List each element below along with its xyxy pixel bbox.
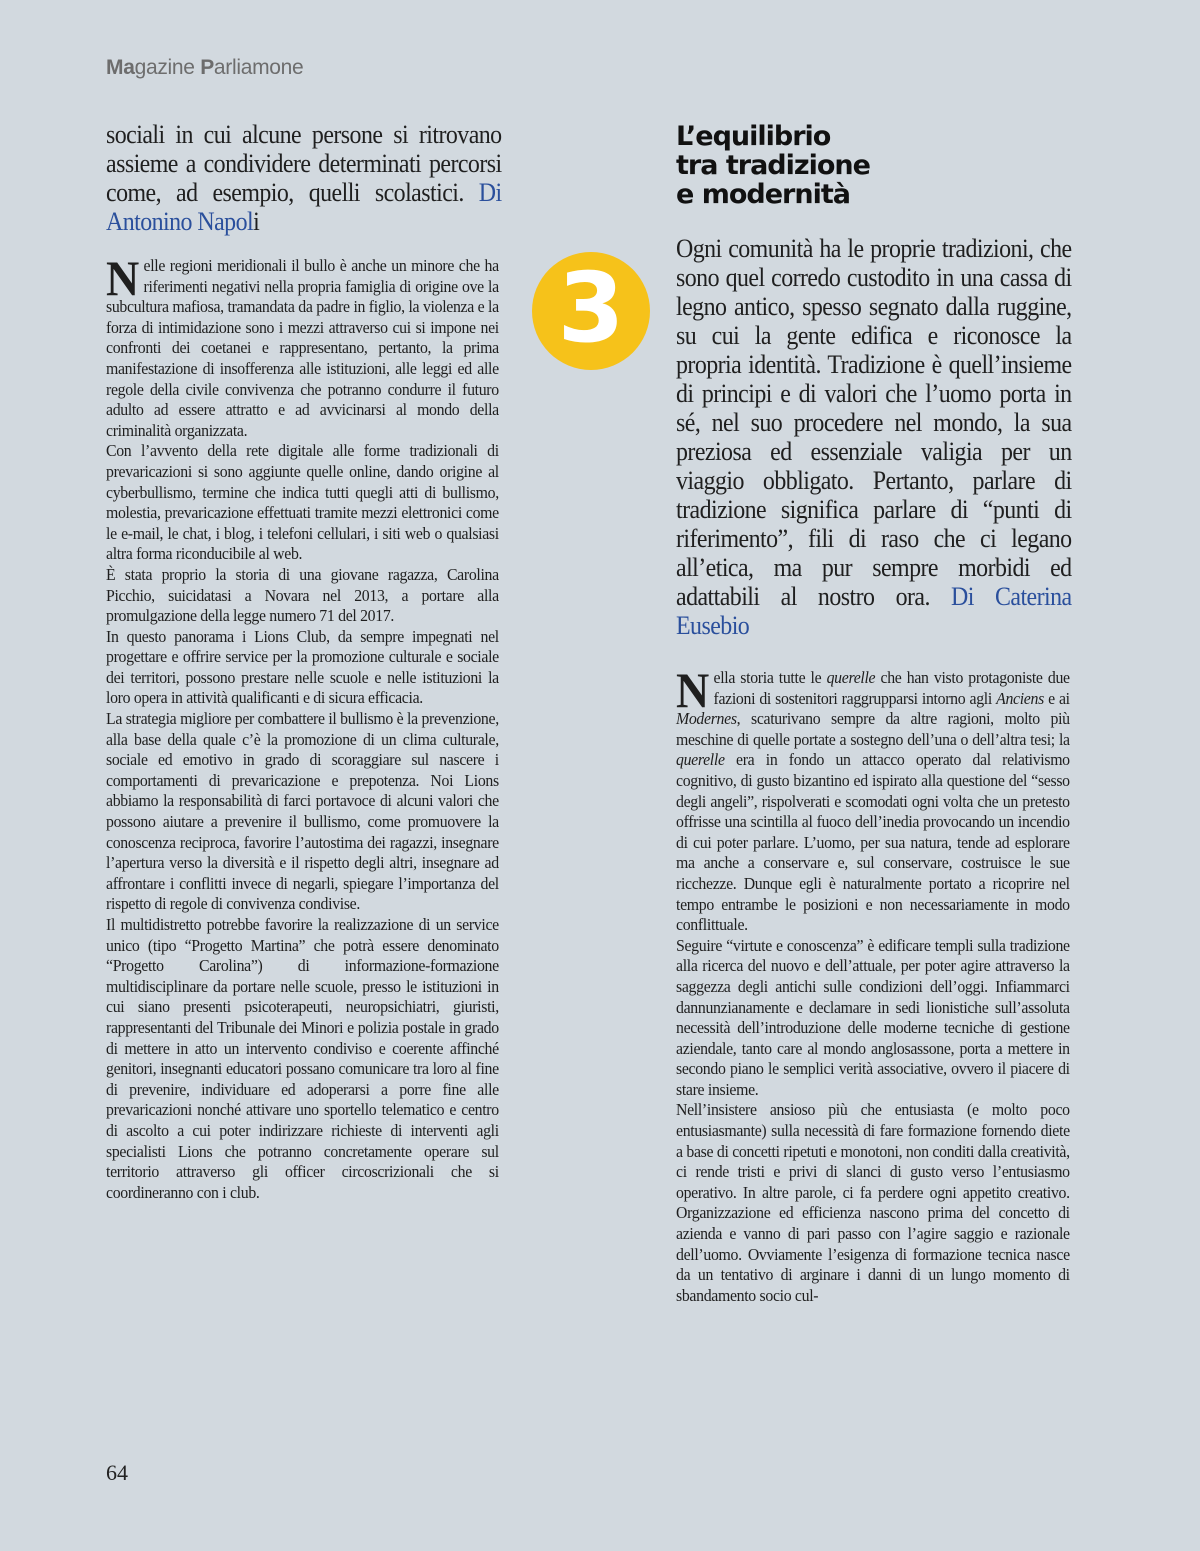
- right-paragraph: Nell’insistere ansioso più che entusiasta (e molto poco entusiasmante) sulla necessità di fare formazione fornendo diete a base di concetti ripetuti e monotoni, non conditi dalla creatività, ci rende tristi e privi di slanci di gusto verso l’entusiasmo operativo. In altre parole, ci fa perdere ogni appetito creativo. Organizzazione ed efficienza nascono prima del concetto di azienda e vanno di pari passo con l’agire saggio e razionale dell’uomo. Ovviamente l’esigenza di formazione tecnica nasce da un tentativo di arginare i danni di un lungo momento di sbandamento socio cul-: [676, 1100, 1070, 1305]
- right-italic-term: querelle: [676, 750, 725, 770]
- left-paragraph-text: elle regioni meridionali il bullo è anche un minore che ha riferimenti negativi nella propria famiglia di origine ove la subcultura mafiosa, tramandata da padre in figlio, la violenza e la forza di intimidazione sono i mezzi attraverso cui si impone nei confronti dei coetanei e rappresentano, pertanto, la prima manifestazione di insofferenza alle istituzioni, alle leggi ed alle regole della civile convivenza che potranno condurre il futuro adulto ad essere attratto e ad avvicinarsi al mondo della criminalità organizzata.: [106, 256, 499, 440]
- left-lead-text: sociali in cui alcune persone si ritrovano assieme a condividere determinati percorsi come, ad esempio, quelli scolastici.: [106, 120, 502, 207]
- left-lead-paragraph: [106, 120, 502, 236]
- left-paragraph: Il multidistretto potrebbe favorire la realizzazione di un service unico (tipo “Progetto Martina” che potrà essere denominato “Progetto Carolina”) di informazione-formazione multidisciplinare da portare nelle scuole, presso le istituzioni in cui siano presenti psicoterapeuti, neuropsichiatri, giuristi, rappresentanti del Tribunale dei Minori e polizia postale in grado di mettere in atto un intervento condiviso e coerente affinché genitori, insegnanti educatori possano comunicare tra loro al fine di prevenire, individuare ed adoperarsi a porre fine alle prevaricazioni nonché attivare uno sportello telematico e centro di ascolto a cui poter indirizzare richieste di interventi agli specialisti Lions che potranno concretamente operare sul territorio attraverso gli officer circoscrizionali che si coordineranno con i club.: [106, 915, 499, 1202]
- right-dropcap: N: [676, 662, 709, 718]
- article-title: [676, 122, 870, 209]
- title-line: L’equilibrio: [676, 121, 831, 152]
- right-italic-term: Anciens: [996, 688, 1044, 708]
- left-paragraph: La strategia migliore per combattere il bullismo è la prevenzione, alla base della quale c’è la promozione di un clima culturale, sociale ed emotivo in grado di scoraggiare sul nascere i comportamenti di prevaricazione e prepotenza. Noi Lions abbiamo la responsabilità di farci portavoce di alcuni valori che possono aiutare a prevenire il bullismo, come promuovere la conoscenza reciproca, favorire l’autostima dei ragazzi, insegnare l’apertura verso la diversità e il rispetto degli altri, insegnare ad affrontare i conflitti invece di negarli, spiegare l’importanza del rispetto di regole di convivenza condivise.: [106, 709, 499, 914]
- left-paragraph: [106, 250, 499, 441]
- left-paragraph: È stata proprio la storia di una giovane ragazza, Carolina Picchio, suicidatasi a Novara nel 2013, a portare alla promulgazione della legge numero 71 del 2017.: [106, 564, 499, 626]
- brand-text-2: arliamone: [213, 56, 304, 79]
- right-text-segment: e ai: [1043, 688, 1070, 708]
- brand-text-1: gazine: [134, 56, 201, 79]
- page-number: 64: [106, 1460, 128, 1485]
- right-article-body: [676, 662, 1070, 1306]
- right-paragraph: [676, 662, 1070, 936]
- brand-p: P: [200, 56, 214, 79]
- magazine-header: [106, 56, 303, 80]
- right-italic-term: querelle: [826, 668, 876, 687]
- section-number: 3: [557, 252, 625, 364]
- left-lead-author-tail: i: [253, 207, 260, 236]
- title-line: tra tradizione: [676, 150, 870, 181]
- title-line: e modernità: [676, 179, 850, 210]
- left-article-body: [106, 250, 499, 1203]
- left-paragraph: In questo panorama i Lions Club, da sempre impegnati nel progettare e offrire service per la promozione culturale e sociale dei territori, possono prestare nelle scuole e nelle istituzioni la loro opera in attività qualificanti e di sicura efficacia.: [106, 626, 499, 708]
- left-dropcap: N: [106, 250, 139, 306]
- right-text-segment: , scaturivano sempre da altre ragioni, molto più meschine di quelle portate a sostegno dell’una o dell’altra tesi; la: [676, 709, 1070, 749]
- right-lead-paragraph: [676, 234, 1072, 640]
- right-lead-author: Di Caterina Eusebio: [676, 582, 1072, 640]
- right-text-segment: ella storia tutte le: [713, 668, 827, 687]
- right-text-segment: era in fondo un attacco operato dal relativismo cognitivo, di gusto bizantino ed ispirato alla questione del “sesso degli angeli”, rispolverati e scomodati ogni volta che un pretesto offrisse una scintilla al fuoco dell’inedia provocando un incendio di cui poter parlare. L’uomo, per sua natura, tende ad esplorare ma anche a conservare e, sul conservare, costruisce le sue ricchezze. Dunque egli è naturalmente portato a ricoprire nel tempo entrambe le posizioni e non necessariamente in modo conflittuale.: [676, 750, 1070, 935]
- right-italic-term: Modernes: [676, 709, 737, 729]
- brand-m: Ma: [106, 56, 135, 79]
- right-text-segment: che han visto protagoniste due fazioni di sostenitori raggrupparsi intorno agli: [713, 668, 1070, 708]
- left-lead-author: Di Antonino Napol: [106, 178, 502, 236]
- left-paragraph: Con l’avvento della rete digitale alle forme tradizionali di prevaricazioni si sono aggiunte quelle online, dando origine al cyberbullismo, termine che indica tutti quegli atti di bullismo, molestia, prevaricazione effettuati tramite mezzi elettronici come le e-mail, le chat, i blog, i telefoni cellulari, i siti web o qualsiasi altra forma riconducibile al web.: [106, 441, 499, 564]
- right-lead-text: Ogni comunità ha le proprie tradizioni, che sono quel corredo custodito in una cassa di legno antico, spesso segnato dalla ruggine, su cui la gente edifica e riconosce la propria identità. Tradizione è quell’insieme di principi e di valori che l’uomo porta in sé, nel suo procedere nel mondo, la sua preziosa ed essenziale valigia per un viaggio obbligato. Pertanto, parlare di tradizione significa parlare di “punti di riferimento”, fili di raso che ci legano all’etica, ma pur sempre morbidi ed adattabili al nostro ora.: [676, 234, 1072, 611]
- right-paragraph: Seguire “virtute e conoscenza” è edificare templi sulla tradizione alla ricerca del nuovo e dell’attuale, per poter agire attraverso la saggezza degli antichi sulle condizioni dell’oggi. Infiammarci dannunzianamente e declamare in sedi lionistiche sull’assoluta necessità dell’introduzione delle moderne tecniche di gestione aziendale, tanto care al mondo anglosassone, porta a mettere in secondo piano le semplici verità associative, ovvero il piacere di stare insieme.: [676, 935, 1070, 1099]
- section-number-badge: [532, 252, 650, 370]
